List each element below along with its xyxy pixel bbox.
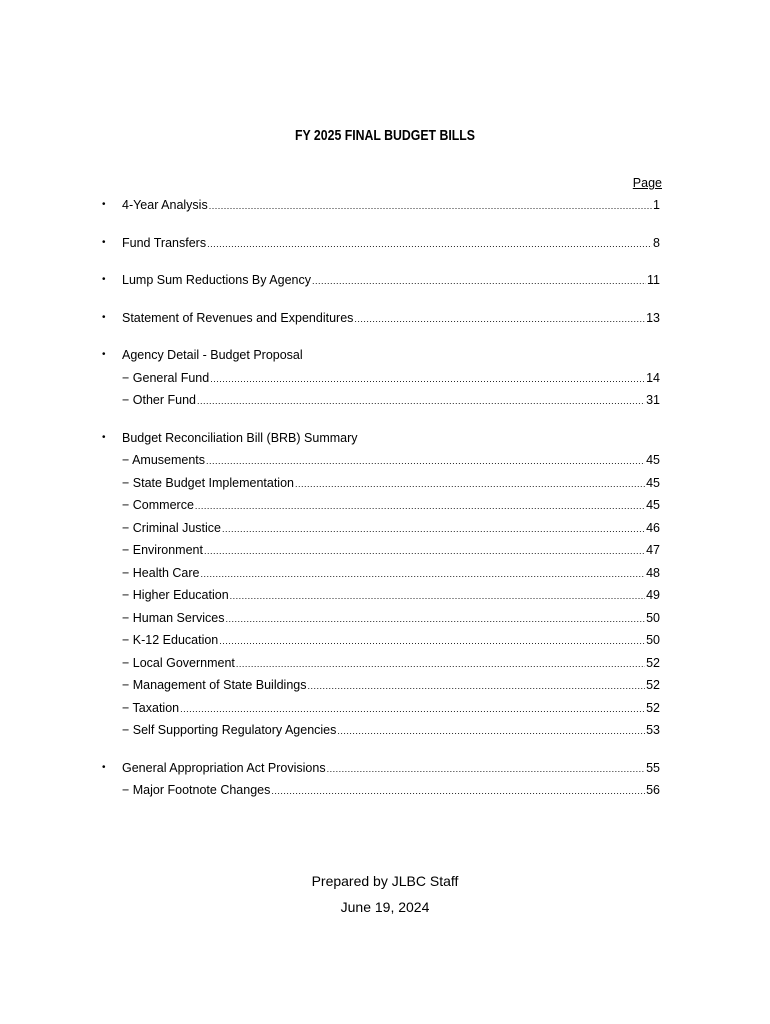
toc-entry-row: [122, 607, 660, 631]
toc-entry-page-number: 31: [646, 393, 660, 407]
toc-entry: [102, 494, 662, 517]
dot-leader: [354, 308, 645, 331]
toc-entry-label: − Criminal Justice: [122, 520, 221, 535]
toc-entry-page-number: 45: [646, 498, 660, 512]
toc-entry-page-number: 49: [646, 588, 660, 602]
toc-entry: [102, 472, 662, 495]
toc-section: [102, 194, 662, 217]
toc-section: [102, 344, 662, 412]
toc-entry-row: [122, 517, 660, 541]
toc-entry: [102, 584, 662, 607]
dot-leader: [222, 518, 645, 541]
toc-entry: [102, 652, 662, 675]
toc-entry-page-number: 14: [646, 370, 660, 385]
toc-entry-row: [122, 779, 660, 803]
toc-entry: [102, 389, 662, 412]
toc-entry-page-number: 47: [646, 543, 660, 557]
toc-entry-row: [122, 194, 660, 218]
dot-leader: [230, 585, 645, 608]
toc-entry-label: − State Budget Implementation: [122, 475, 294, 490]
toc-entry-row: [122, 472, 660, 496]
toc-entry-label: Fund Transfers: [122, 235, 207, 250]
toc-entry-row: [122, 584, 660, 608]
toc-heading-line: [102, 427, 662, 450]
dot-leader: [219, 630, 645, 653]
toc-entry-row: [122, 449, 660, 473]
dot-leader: [225, 608, 645, 631]
toc-entry-label: − Environment: [122, 543, 203, 557]
dot-leader: [327, 758, 646, 781]
dot-leader: [271, 780, 645, 803]
toc-entry-page-number: 46: [646, 520, 660, 535]
bullet-icon: •: [102, 199, 106, 210]
toc-entry: [102, 232, 662, 255]
dot-leader: [295, 473, 645, 496]
toc-heading-line: [102, 344, 662, 367]
toc-entry-label: General Appropriation Act Provisions: [122, 760, 326, 775]
toc-section: [102, 269, 662, 292]
toc-entry-label: − Amusements: [122, 453, 206, 467]
toc-entry-page-number: 13: [646, 310, 660, 325]
toc-entry: [102, 757, 662, 780]
toc-entry-label: − Local Government: [122, 655, 235, 670]
toc-entry-label: − K-12 Education: [122, 633, 219, 647]
toc-entry-row: [122, 674, 660, 698]
toc-entry-row: [122, 562, 660, 586]
toc-entry-label: − Taxation: [122, 700, 180, 715]
toc-entry-page-number: 8: [653, 235, 660, 250]
toc-entry-page-number: 50: [646, 610, 660, 625]
toc-entry-label: − Self Supporting Regulatory Agencies: [122, 723, 337, 737]
dot-leader: [206, 450, 645, 473]
toc-entry-label: 4-Year Analysis: [122, 198, 208, 212]
dot-leader: [337, 720, 645, 743]
bullet-icon: •: [102, 236, 106, 248]
toc-section: [102, 307, 662, 330]
bullet-icon: •: [102, 311, 106, 323]
toc-entry: [102, 779, 662, 802]
dot-leader: [236, 653, 645, 676]
toc-entry-page-number: 45: [646, 453, 660, 467]
toc-entry-row: [122, 652, 660, 676]
toc-entry-page-number: 11: [647, 273, 660, 287]
toc-entry: [102, 307, 662, 330]
toc-entry-row: [122, 629, 660, 653]
toc-entry-label: − General Fund: [122, 370, 210, 385]
toc-entry-row: [122, 539, 660, 563]
toc-entry: [102, 629, 662, 652]
toc-entry: [102, 367, 662, 390]
toc-entry-row: [122, 697, 660, 721]
toc-entry: [102, 194, 662, 217]
toc-entry: [102, 674, 662, 697]
toc-sections: [102, 194, 662, 802]
bullet-icon: •: [102, 431, 106, 443]
toc-entry-page-number: 50: [646, 633, 660, 647]
table-of-contents: [102, 172, 662, 817]
toc-entry-row: [122, 389, 660, 413]
toc-entry: [102, 269, 662, 292]
dot-leader: [195, 495, 645, 518]
toc-entry-page-number: 55: [646, 760, 660, 775]
bullet-icon: •: [102, 349, 106, 360]
document-title: FY 2025 FINAL BUDGET BILLS: [295, 127, 475, 144]
toc-section: [102, 232, 662, 255]
dot-leader: [209, 195, 652, 218]
toc-entry-row: [122, 269, 660, 293]
toc-entry-label: − Health Care: [122, 565, 200, 580]
toc-entry-page-number: 48: [646, 565, 660, 580]
prepared-by: Prepared by JLBC Staff: [311, 873, 459, 889]
toc-entry-row: [122, 719, 660, 743]
toc-entry-page-number: 45: [646, 475, 660, 490]
dot-leader: [180, 698, 645, 721]
dot-leader: [204, 540, 645, 563]
bullet-icon: •: [102, 761, 106, 773]
toc-entry: [102, 562, 662, 585]
toc-entry-page-number: 52: [646, 678, 660, 692]
dot-leader: [200, 563, 645, 586]
toc-entry-label: − Higher Education: [122, 588, 229, 602]
toc-entry: [102, 539, 662, 562]
dot-leader: [312, 270, 646, 293]
toc-entry-label: − Commerce: [122, 498, 194, 512]
toc-entry: [102, 517, 662, 540]
toc-entry-row: [122, 232, 660, 256]
toc-entry-page-number: 53: [646, 723, 660, 737]
dot-leader: [210, 368, 645, 391]
toc-entry-label: − Management of State Buildings: [122, 678, 307, 692]
page-column-header: Page: [632, 176, 662, 190]
toc-entry-page-number: 52: [646, 700, 660, 715]
bullet-icon: •: [102, 274, 106, 285]
toc-entry: [102, 697, 662, 720]
toc-entry-label: − Human Services: [122, 610, 225, 625]
dot-leader: [197, 390, 645, 413]
toc-entry-row: [122, 757, 660, 781]
toc-entry-label: − Major Footnote Changes: [122, 783, 271, 797]
toc-entry: [102, 719, 662, 742]
toc-section-heading: Agency Detail - Budget Proposal: [122, 348, 303, 362]
toc-section: [102, 757, 662, 802]
toc-entry-row: [122, 494, 660, 518]
toc-section-heading: Budget Reconciliation Bill (BRB) Summary: [122, 430, 358, 445]
document-date: June 19, 2024: [340, 899, 430, 915]
toc-section: [102, 427, 662, 742]
dot-leader: [207, 233, 652, 256]
toc-entry-label: Statement of Revenues and Expenditures: [122, 310, 354, 325]
dot-leader: [308, 675, 646, 698]
toc-entry-page-number: 52: [646, 655, 660, 670]
toc-entry-label: − Other Fund: [122, 393, 196, 407]
toc-entry-page-number: 56: [646, 783, 660, 797]
toc-entry-page-number: 1: [653, 198, 660, 212]
toc-entry-label: Lump Sum Reductions By Agency: [122, 273, 311, 287]
toc-entry-row: [122, 307, 660, 331]
toc-entry: [102, 607, 662, 630]
toc-entry-row: [122, 367, 660, 391]
toc-entry: [102, 449, 662, 472]
